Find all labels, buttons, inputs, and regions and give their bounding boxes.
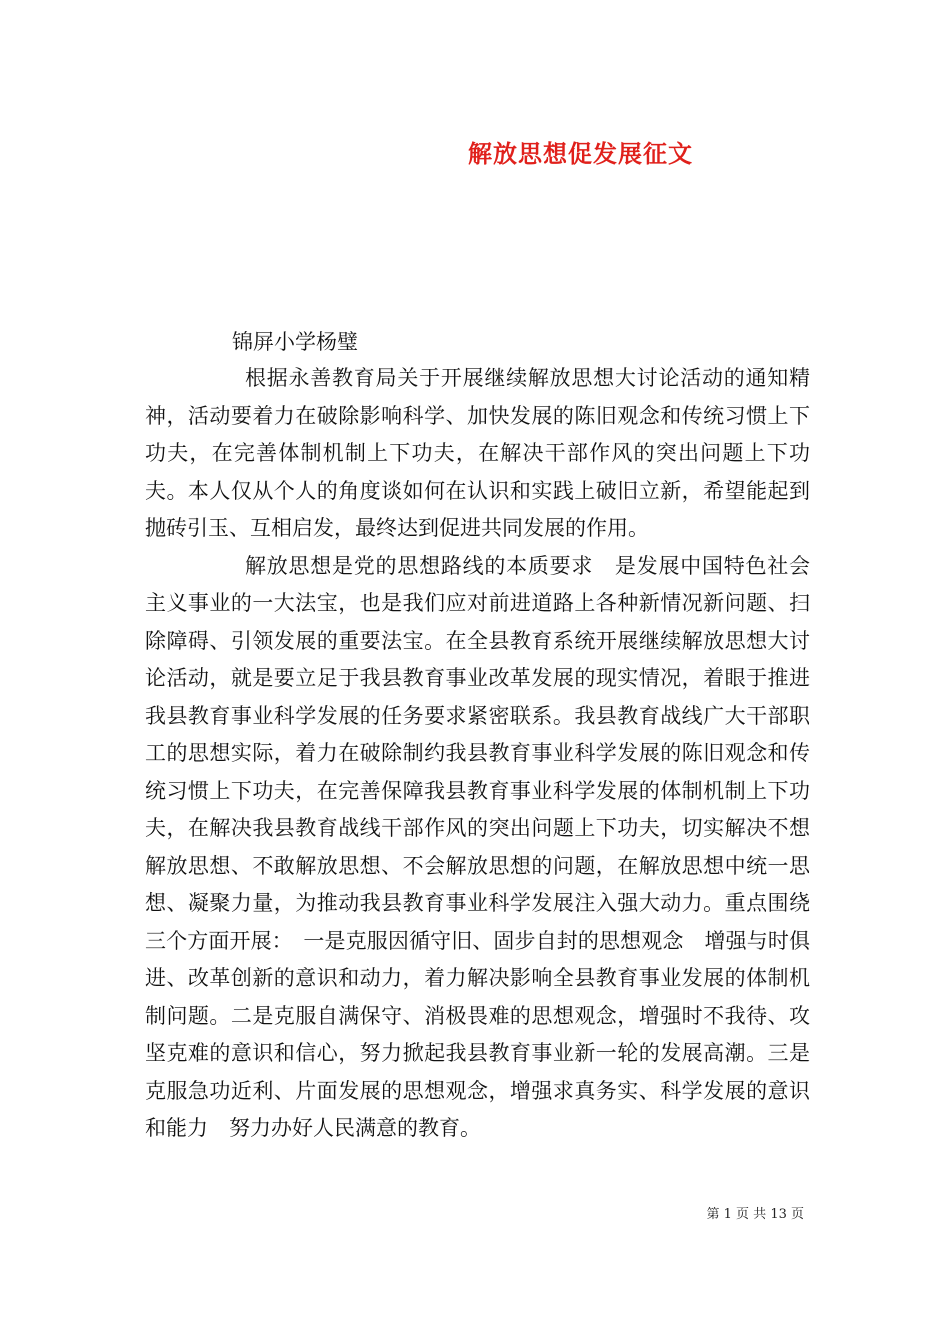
body-paragraph: 根据永善教育局关于开展继续解放思想大讨论活动的通知精神，活动要着力在破除影响科学、加快发展的陈旧观念和传统习惯上下功夫，在完善体制机制上下功夫，在解决干部作风的突出问题上下功夫。本人仅从个人的角度谈如何在认识和实践上破旧立新，希望能起到抛砖引玉、互相启发，最终达到促进共同发展的作用。 [145, 366, 810, 540]
author-line: 锦屏小学杨璧 [232, 330, 358, 354]
body-paragraph: 解放思想是党的思想路线的本质要求 是发展中国特色社会主义事业的一大法宝，也是我们应对前进道路上各种新情况新问题、扫除障碍、引领发展的重要法宝。在全县教育系统开展继续解放思想大讨论活动，就是要立足于我县教育事业改革发展的现实情况，着眼于推进我县教育事业科学发展的任务要求紧密联系。我县教育战线广大干部职工的思想实际，着力在破除制约我县教育事业科学发展的陈旧观念和传统习惯上下功夫，在完善保障我县教育事业科学发展的体制机制上下功夫，在解决我县教育战线干部作风的突出问题上下功夫，切实解决不想解放思想、不敢解放思想、不会解放思想的问题，在解放思想中统一思想、凝聚力量，为推动我县教育事业科学发展注入强大动力。重点围绕三个方面开展： 一是克服因循守旧、固步自封的思想观念 增强与时俱进、改革创新的意识和动力，着力解决影响全县教育事业发展的体制机制问题。二是克服自满保守、消极畏难的思想观念，增强时不我待、攻坚克难的意识和信心，努力掀起我县教育事业新一轮的发展高潮。三是克服急功近利、片面发展的思想观念，增强求真务实、科学发展的意识和能力 努力办好人民满意的教育。 [145, 553, 810, 1140]
document-body [145, 360, 810, 1148]
page-number: 第 1 页 共 13 页 [706, 1207, 804, 1222]
document-title: 解放思想促发展征文 [468, 139, 693, 168]
